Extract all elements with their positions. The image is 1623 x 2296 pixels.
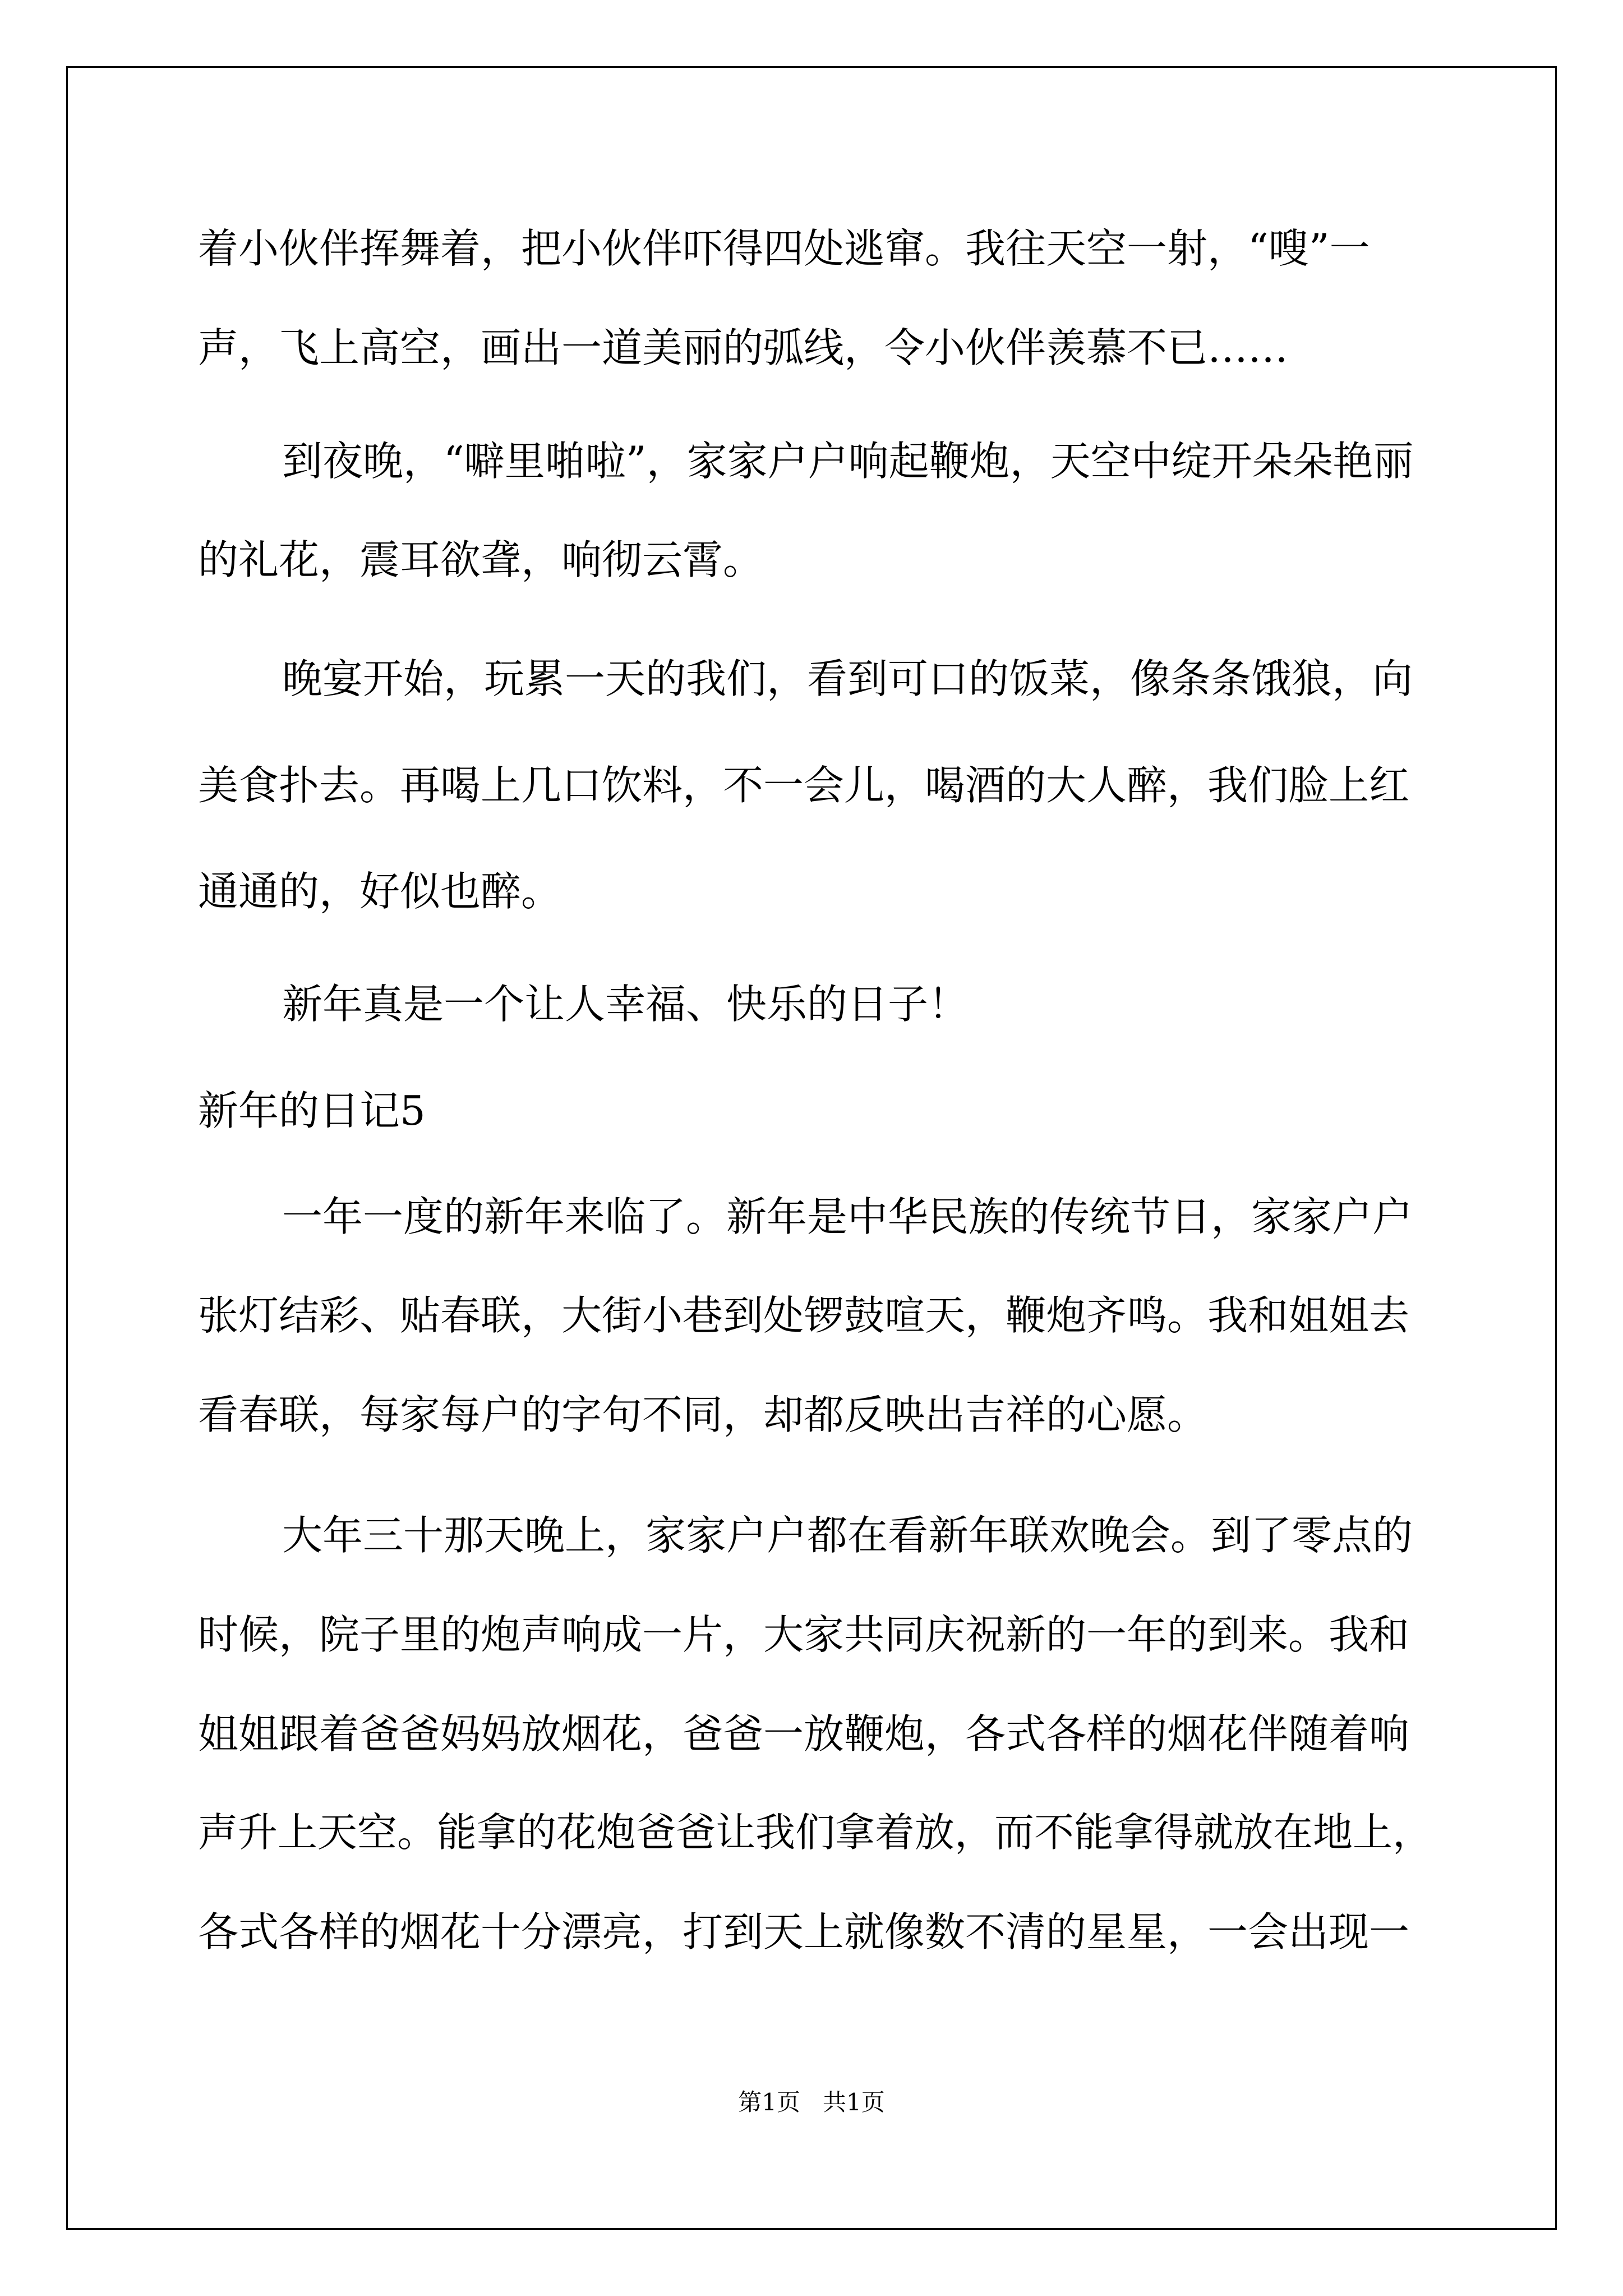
paragraph-4-line-1: 新年真是一个让人幸福、快乐的日子！ xyxy=(282,981,969,1028)
paragraph-1-line-1: 着小伙伴挥舞着，把小伙伴吓得四处逃窜。我往天空一射，“嗖”一 xyxy=(198,225,1370,272)
paragraph-6-line-3: 姐姐跟着爸爸妈妈放烟花，爸爸一放鞭炮，各式各样的烟花伴随着响 xyxy=(198,1710,1410,1757)
section-heading: 新年的日记5 xyxy=(198,1087,426,1134)
paragraph-5-line-1: 一年一度的新年来临了。新年是中华民族的传统节日，家家户户 xyxy=(282,1193,1413,1240)
paragraph-2-line-2: 的礼花，震耳欲聋，响彻云霄。 xyxy=(198,536,764,583)
paragraph-3-line-3: 通通的，好似也醉。 xyxy=(198,868,562,915)
paragraph-6-line-4: 声升上天空。能拿的花炮爸爸让我们拿着放，而不能拿得就放在地上， xyxy=(198,1809,1433,1856)
paragraph-3-line-2: 美食扑去。再喝上几口饮料，不一会儿，喝酒的大人醉，我们脸上红 xyxy=(198,762,1410,809)
paragraph-2-line-1: 到夜晚，“噼里啪啦”，家家户户响起鞭炮，天空中绽开朵朵艳丽 xyxy=(282,438,1414,485)
paragraph-6-line-5: 各式各样的烟花十分漂亮，打到天上就像数不清的星星，一会出现一 xyxy=(198,1908,1410,1955)
paragraph-5-line-3: 看春联，每家每户的字句不同，却都反映出吉祥的心愿。 xyxy=(198,1391,1208,1438)
paragraph-3-line-1: 晚宴开始，玩累一天的我们，看到可口的饭菜，像条条饿狼，向 xyxy=(282,655,1413,702)
paragraph-6-line-1: 大年三十那天晚上，家家户户都在看新年联欢晚会。到了零点的 xyxy=(282,1512,1413,1559)
paragraph-5-line-2: 张灯结彩、贴春联，大街小巷到处锣鼓喧天，鞭炮齐鸣。我和姐姐去 xyxy=(198,1292,1410,1339)
page-number-footer: 第1页 共1页 xyxy=(738,2088,885,2116)
paragraph-6-line-2: 时候，院子里的炮声响成一片，大家共同庆祝新的一年的到来。我和 xyxy=(198,1611,1410,1658)
paragraph-1-line-2: 声，飞上高空，画出一道美丽的弧线，令小伙伴羡慕不已…… xyxy=(198,324,1289,371)
